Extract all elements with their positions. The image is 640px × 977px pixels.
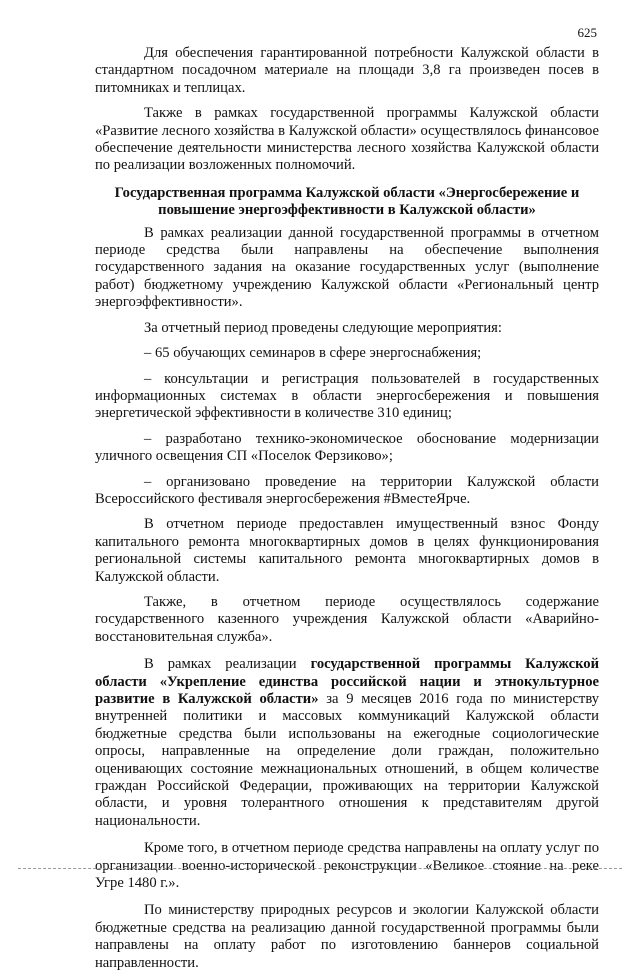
list-item-consultations: – консультации и регистрация пользователей в государственных информационных системах в области энергосбережения и повышения энергетической эффективности в количестве 310 единиц;: [95, 370, 599, 422]
footer-divider: [18, 868, 622, 869]
list-item-seminars: – 65 обучающих семинаров в сфере энергоснабжения;: [144, 345, 482, 362]
paragraph-national-unity-program: [95, 656, 599, 830]
program-name-national-unity: государственной программы Калужской области «Укрепление единства российской нации и этнокультурное развитие в Калужской области»: [95, 656, 599, 707]
paragraph-capital-repair-fund: В отчетном периоде предоставлен имущественный взнос Фонду капитального ремонта многоквартирных домов в целях функционирования региональной системы капитального ремонта многоквартирных домов в Калужской области.: [95, 516, 599, 585]
paragraph-energy-program: В рамках реализации данной государственной программы в отчетном периоде средства были направлены на обеспечение выполнения государственного задания на оказание государственных услуг (выполнение работ) бюджетному учреждению Калужской области «Региональный центр энергоэффективности».: [95, 224, 599, 311]
paragraph-natural-resources: По министерству природных ресурсов и экологии Калужской области бюджетные средства на реализацию данной государственной программы были направлены на оплату работ по изготовлению баннеров социальной направленности.: [95, 902, 599, 971]
paragraph-national-unity-start: В рамках реализации: [144, 656, 311, 673]
paragraph-activities-intro: За отчетный период проведены следующие мероприятия:: [144, 319, 502, 336]
paragraph-seedlings: Для обеспечения гарантированной потребности Калужской области в стандартном посадочном материале на площади 3,8 га произведен посев в питомниках и теплицах.: [95, 45, 599, 96]
paragraph-emergency-service: Также, в отчетном периоде осуществлялось содержание государственного казенного учреждения Калужской области «Аварийно-восстановительная служба».: [95, 593, 599, 645]
list-item-festival: – организовано проведение на территории Калужской области Всероссийского фестиваля энергосбережения #ВместеЯрче.: [95, 473, 599, 507]
list-item-feasibility-study: – разработано технико-экономическое обоснование модернизации уличного освещения СП «Поселок Ферзиково»;: [95, 430, 599, 465]
paragraph-historical-reconstruction: Кроме того, в отчетном периоде средства направлены на оплату услуг по организации военно-исторической реконструкции «Великое стояние на реке Угре 1480 г.».: [95, 840, 599, 892]
document-body: [95, 45, 599, 977]
page-number: 625: [577, 25, 597, 40]
paragraph-forestry-program: Также в рамках государственной программы Калужской области «Развитие лесного хозяйства в Калужской области» осуществлялось финансовое обеспечение деятельности министерства лесного хозяйства Калужской области по реализации возложенных полномочий.: [95, 105, 599, 174]
paragraph-national-unity-end: за 9 месяцев 2016 года по министерству внутренней политики и массовых коммуникаций Калужской области бюджетные средства были использованы на ежегодные социологические опросы, направленные на определение доли граждан, положительно оценивающих состояние межнациональных отношений, в общем количестве граждан Российской Федерации, проживающих на территории Калужской области, и уровня толерантного отношения к представителям другой национальности.: [95, 691, 600, 829]
section-heading-energy-saving: Государственная программа Калужской области «Энергосбережение и повышение энергоэффективности в Калужской области»: [114, 184, 580, 219]
